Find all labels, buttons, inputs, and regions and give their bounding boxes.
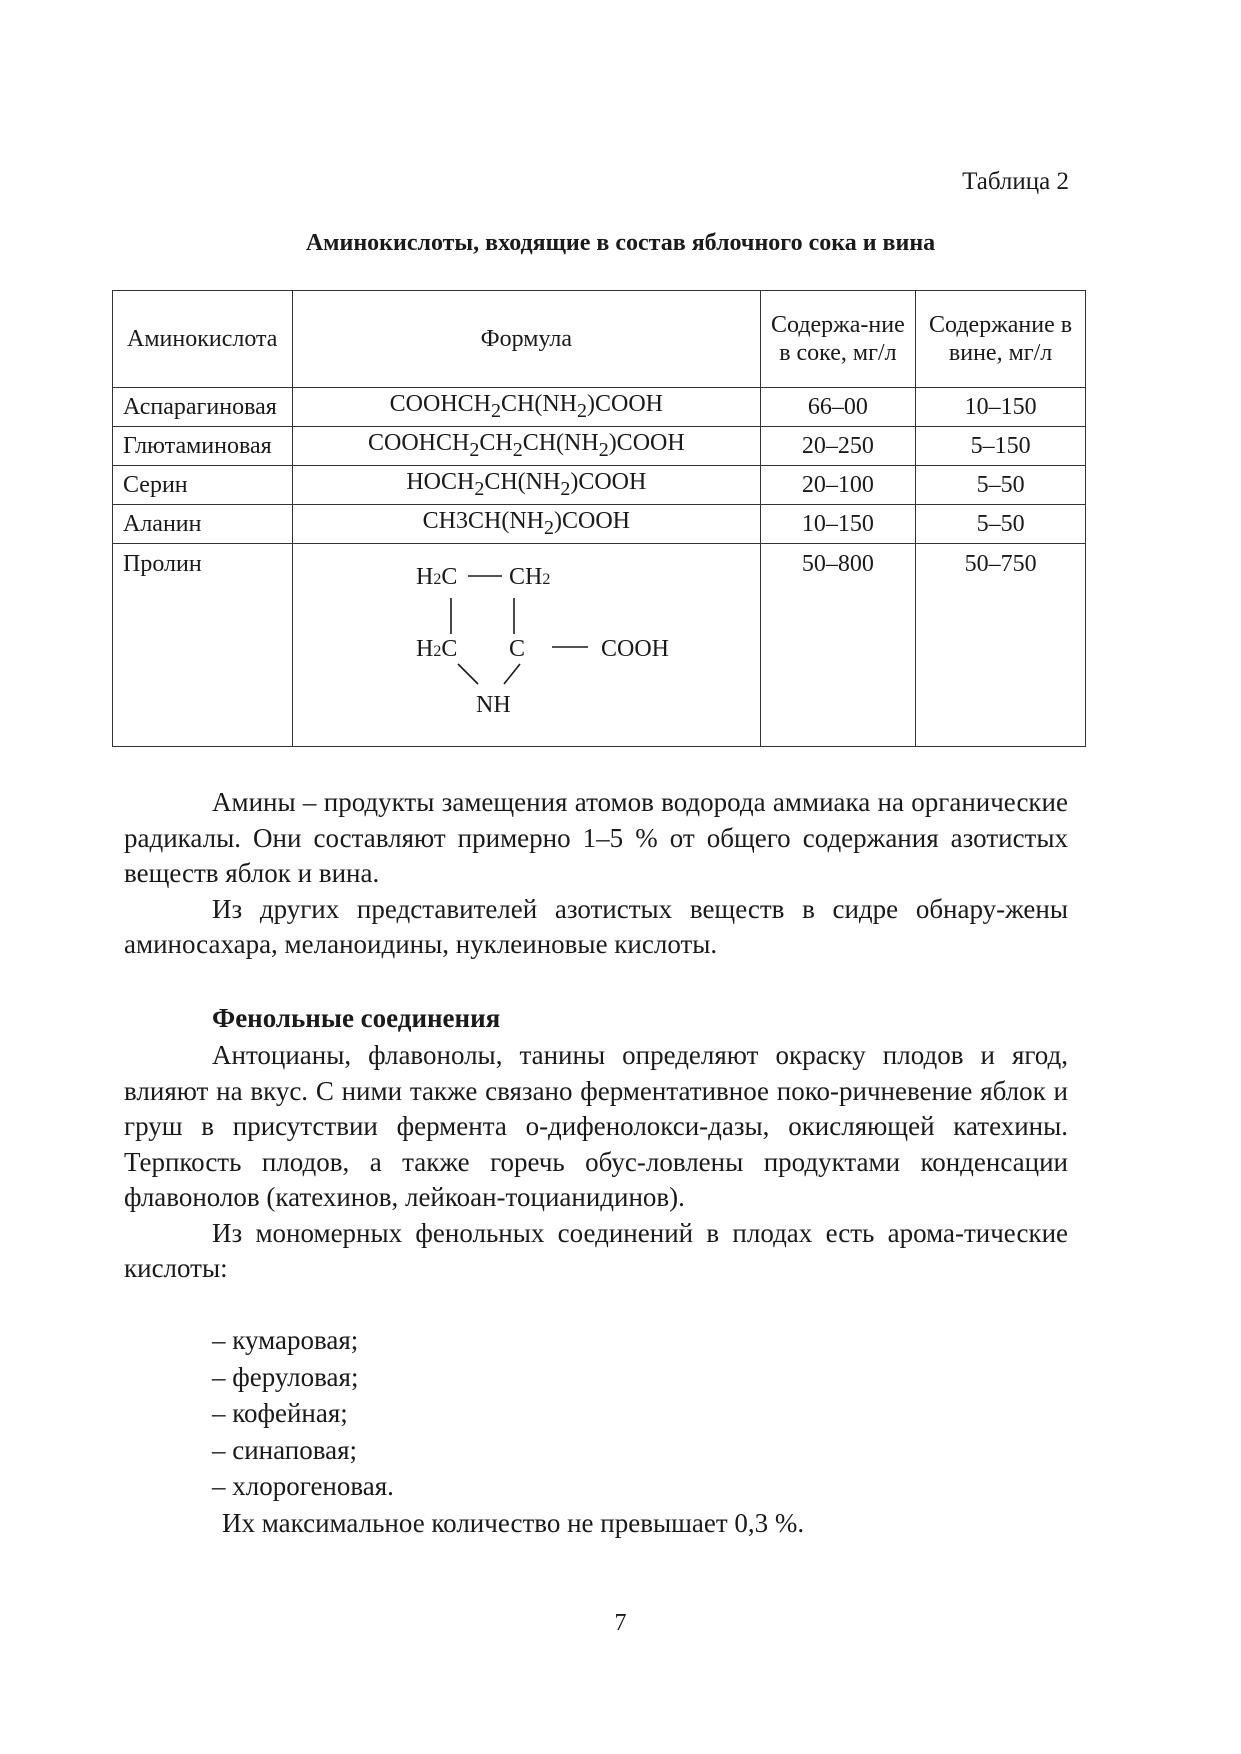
cell-wine: 50–750 [916,544,1086,747]
amines-paragraphs [124,785,1068,963]
cell-formula: $COOHCH_2CH(NH_2)COOH$ [293,388,761,427]
paragraph: Антоцианы, флавонолы, танины определяют окраску плодов и ягод, влияют на вкус. С ними также связано ферментативное поко-ричневение яблок и груш в присутствии фермента о-дифенолокси-дазы, окисляющей катехины. Терпкость плодов, а также горечь обус-ловлены продуктами конденсации флавонолов (катехинов, лейкоан-тоцианидинов). [124,1040,1068,1212]
header-amino-acid: Аминокислота [113,291,293,388]
acids-list [212,1322,394,1505]
bond-n-left [458,664,478,684]
cell-formula: $CH3CH(NH_2)COOH$ [293,505,761,544]
bond-n-right [504,664,520,684]
proline-top-right-group: CH2 [509,564,551,590]
cell-name: Пролин [113,544,293,747]
cell-juice: 66–00 [760,388,916,427]
table-row-proline [113,544,1086,747]
paragraph: Из других представителей азотистых веществ в сидре обнару-жены аминосахара, меланоидины, нуклеиновые кислоты. [124,893,1068,959]
cell-wine: 5–50 [916,505,1086,544]
cell-juice: 20–100 [760,466,916,505]
proline-carboxyl: COOH [601,636,670,662]
cell-name: Аланин [113,505,293,544]
cell-wine: 5–50 [916,466,1086,505]
table-row [113,427,1086,466]
header-wine-content: Содержание в вине, мг/л [916,291,1086,388]
cell-wine: 10–150 [916,388,1086,427]
amino-acids-table [112,290,1086,747]
paragraph: Амины – продукты замещения атомов водорода аммиака на органические радикалы. Они составляют примерно 1–5 % от общего содержания азотистых веществ яблок и вина. [124,787,1068,888]
table-row [113,505,1086,544]
list-item: – кумаровая; [212,1325,359,1355]
table-row [113,466,1086,505]
cell-juice: 20–250 [760,427,916,466]
page-number: 7 [614,1610,627,1636]
list-item: – хлорогеновая. [212,1471,394,1501]
section-heading: Фенольные соединения [212,1003,501,1033]
proline-carbon: C [509,636,526,662]
header-formula: Формула [293,291,761,388]
table-label: Таблица 2 [962,168,1069,195]
list-item: – кофейная; [212,1398,348,1428]
cell-formula [293,544,761,747]
cell-name: Серин [113,466,293,505]
cell-name: Аспарагиновая [113,388,293,427]
cell-formula: $COOHCH_2CH_2CH(NH_2)COOH$ [293,427,761,466]
cell-formula: $HOCH_2CH(NH_2)COOH$ [293,466,761,505]
closing-sentence: Их максимальное количество не превышает 0,3 %. [222,1508,805,1538]
proline-structure [306,550,746,740]
table-row [113,388,1086,427]
proline-nitrogen: NH [476,692,512,718]
header-juice-content: Содержа-ние в соке, мг/л [760,291,916,388]
cell-wine: 5–150 [916,427,1086,466]
cell-juice: 50–800 [760,544,916,747]
table-header-row [113,291,1086,388]
cell-juice: 10–150 [760,505,916,544]
paragraph: Из мономерных фенольных соединений в плодах есть арома-тические кислоты: [124,1217,1068,1283]
table-title: Аминокислоты, входящие в состав яблочного сока и вина [305,230,936,256]
cell-name: Глютаминовая [113,427,293,466]
phenolic-paragraphs [124,1038,1068,1287]
list-item: – феруловая; [212,1361,359,1392]
proline-bottom-left-group: H2C [416,636,458,662]
list-item: – синаповая; [212,1434,358,1465]
proline-top-left-group: H2C [416,564,458,590]
